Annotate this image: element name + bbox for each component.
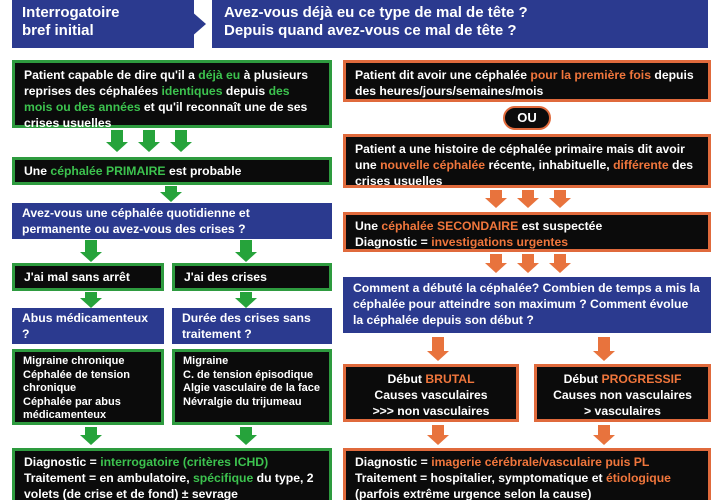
text: Début xyxy=(563,372,602,386)
text: Comment a débuté la céphalée? Combien de temps a mis la céphalée pour atteindre son maximum ? Comment évolue la céphalée depuis son début ? xyxy=(353,281,700,327)
left-question-box xyxy=(12,203,332,239)
down-arrow-icon xyxy=(138,142,160,152)
brutal-line2: Causes vasculaires xyxy=(374,388,488,402)
brutal-box xyxy=(343,364,519,422)
text: (parfois extrême urgence selon la cause) xyxy=(355,487,592,500)
header-question-1: Avez-vous déjà eu ce type de mal de tête ? xyxy=(224,4,528,21)
list-item: Algie vasculaire de la face xyxy=(183,382,320,394)
down-arrow-icon xyxy=(427,351,449,361)
header-question-2: Depuis quand avez-vous ce mal de tête ? xyxy=(224,22,517,39)
brutal-title xyxy=(355,371,507,387)
progressif-title xyxy=(546,371,699,387)
text: Patient a une histoire de céphalée primaire mais dit avoir une xyxy=(355,142,685,172)
header-left-line1: Interrogatoire xyxy=(22,4,120,21)
history-box xyxy=(343,134,711,188)
progressif-line2: Causes non vasculaires xyxy=(553,388,692,402)
right-final-box xyxy=(343,448,711,500)
text: Patient dit avoir une céphalée xyxy=(355,68,531,82)
treatment-line xyxy=(355,470,699,500)
ou-badge xyxy=(503,106,551,130)
down-arrow-icon xyxy=(160,192,182,202)
down-arrow-icon xyxy=(593,435,615,445)
highlight: céphalée PRIMAIRE xyxy=(50,164,166,178)
down-arrow-icon xyxy=(549,263,571,273)
list-item: Migraine xyxy=(183,355,229,367)
down-arrow-icon xyxy=(517,198,539,208)
list-item: Migraine chronique xyxy=(23,355,125,367)
text: est suspectée xyxy=(518,219,603,233)
down-arrow-icon xyxy=(485,198,507,208)
list-item: C. de tension épisodique xyxy=(183,368,314,381)
text: Une xyxy=(24,164,51,178)
highlight: des mois ou des années xyxy=(24,84,290,114)
text: du type, 2 volets (de crise et de fond) ± sevrage xyxy=(24,471,314,500)
right-question-box xyxy=(343,277,711,333)
text: Patient capable de dire qu'il a xyxy=(24,68,199,82)
down-arrow-icon xyxy=(80,252,102,262)
text: Diagnostic = xyxy=(355,235,432,249)
right-diagnosis-list xyxy=(172,349,332,425)
text: Début xyxy=(387,372,426,386)
text: des crises usuelles xyxy=(355,158,693,188)
text: Traitement = en ambulatoire, xyxy=(24,471,193,485)
diagnosis-line xyxy=(355,454,699,470)
diagnosis-line xyxy=(24,454,320,470)
highlight: investigations urgentes xyxy=(431,235,569,249)
progressif-line3: > vasculaires xyxy=(584,404,661,418)
text: Diagnostic = xyxy=(24,455,101,469)
highlight: BRUTAL xyxy=(425,372,475,386)
highlight: pour la première fois xyxy=(530,68,651,82)
header-left-box xyxy=(12,0,194,48)
highlight: imagerie cérébrale/vasculaire puis PL xyxy=(431,455,650,469)
text: J'ai mal sans arrêt xyxy=(24,270,130,284)
list-item: Névralgie du trijumeau xyxy=(183,395,302,408)
primary-case-box xyxy=(12,60,332,128)
text: depuis des heures/jours/semaines/mois xyxy=(355,68,694,98)
down-arrow-icon xyxy=(80,298,102,308)
text: Avez-vous une céphalée quotidienne et permanente ou avez-vous des crises ? xyxy=(22,206,250,236)
highlight: interrogatoire (critères ICHD) xyxy=(100,455,269,469)
constant-pain-box xyxy=(12,263,164,291)
text: récente, inhabituelle, xyxy=(485,158,614,172)
duree-box xyxy=(172,308,332,344)
crises-box xyxy=(172,263,332,291)
abus-box xyxy=(12,308,164,344)
highlight: différente xyxy=(613,158,669,172)
brutal-line3: >>> non vasculaires xyxy=(372,404,490,418)
highlight: PROGRESSIF xyxy=(601,372,682,386)
down-arrow-icon xyxy=(485,263,507,273)
down-arrow-icon xyxy=(593,351,615,361)
down-arrow-icon xyxy=(549,198,571,208)
primary-probable-box xyxy=(12,157,332,185)
first-time-box xyxy=(343,60,711,102)
progressif-box xyxy=(534,364,711,422)
header-arrow-icon xyxy=(178,10,208,43)
highlight: céphalée SECONDAIRE xyxy=(381,219,519,233)
text: à plusieurs reprises des céphalées xyxy=(24,68,308,98)
down-arrow-icon xyxy=(427,435,449,445)
down-arrow-icon xyxy=(517,263,539,273)
secondary-box xyxy=(343,212,711,252)
down-arrow-icon xyxy=(170,142,192,152)
list-item: Céphalée de tension chronique xyxy=(23,368,130,394)
text: depuis xyxy=(222,84,269,98)
header-questions-box xyxy=(212,0,708,48)
highlight: spécifique xyxy=(192,471,254,485)
text: Une xyxy=(355,219,382,233)
diagnosis-line xyxy=(355,234,699,250)
header-left-line2: bref initial xyxy=(22,22,94,39)
secondary-line xyxy=(355,218,699,234)
highlight: nouvelle céphalée xyxy=(380,158,486,172)
left-diagnosis-list xyxy=(12,349,164,425)
highlight: identiques xyxy=(161,84,223,98)
text: est probable xyxy=(165,164,242,178)
down-arrow-icon xyxy=(235,435,257,445)
text: Durée des crises sans traitement ? xyxy=(182,311,311,341)
list-item: Céphalée par abus médicamenteux xyxy=(23,395,121,421)
down-arrow-icon xyxy=(235,298,257,308)
text: et qu'il reconnaît une de ses crises usuelles xyxy=(24,100,308,130)
text: Traitement = hospitalier, symptomatique et xyxy=(355,471,606,485)
text: Abus médicamenteux ? xyxy=(22,311,148,341)
down-arrow-icon xyxy=(80,435,102,445)
left-final-box xyxy=(12,448,332,500)
text: J'ai des crises xyxy=(184,270,267,284)
highlight: déjà eu xyxy=(198,68,241,82)
text: Diagnostic = xyxy=(355,455,432,469)
treatment-line xyxy=(24,470,320,500)
text: OU xyxy=(517,110,537,125)
highlight: étiologique xyxy=(605,471,671,485)
down-arrow-icon xyxy=(106,142,128,152)
down-arrow-icon xyxy=(235,252,257,262)
